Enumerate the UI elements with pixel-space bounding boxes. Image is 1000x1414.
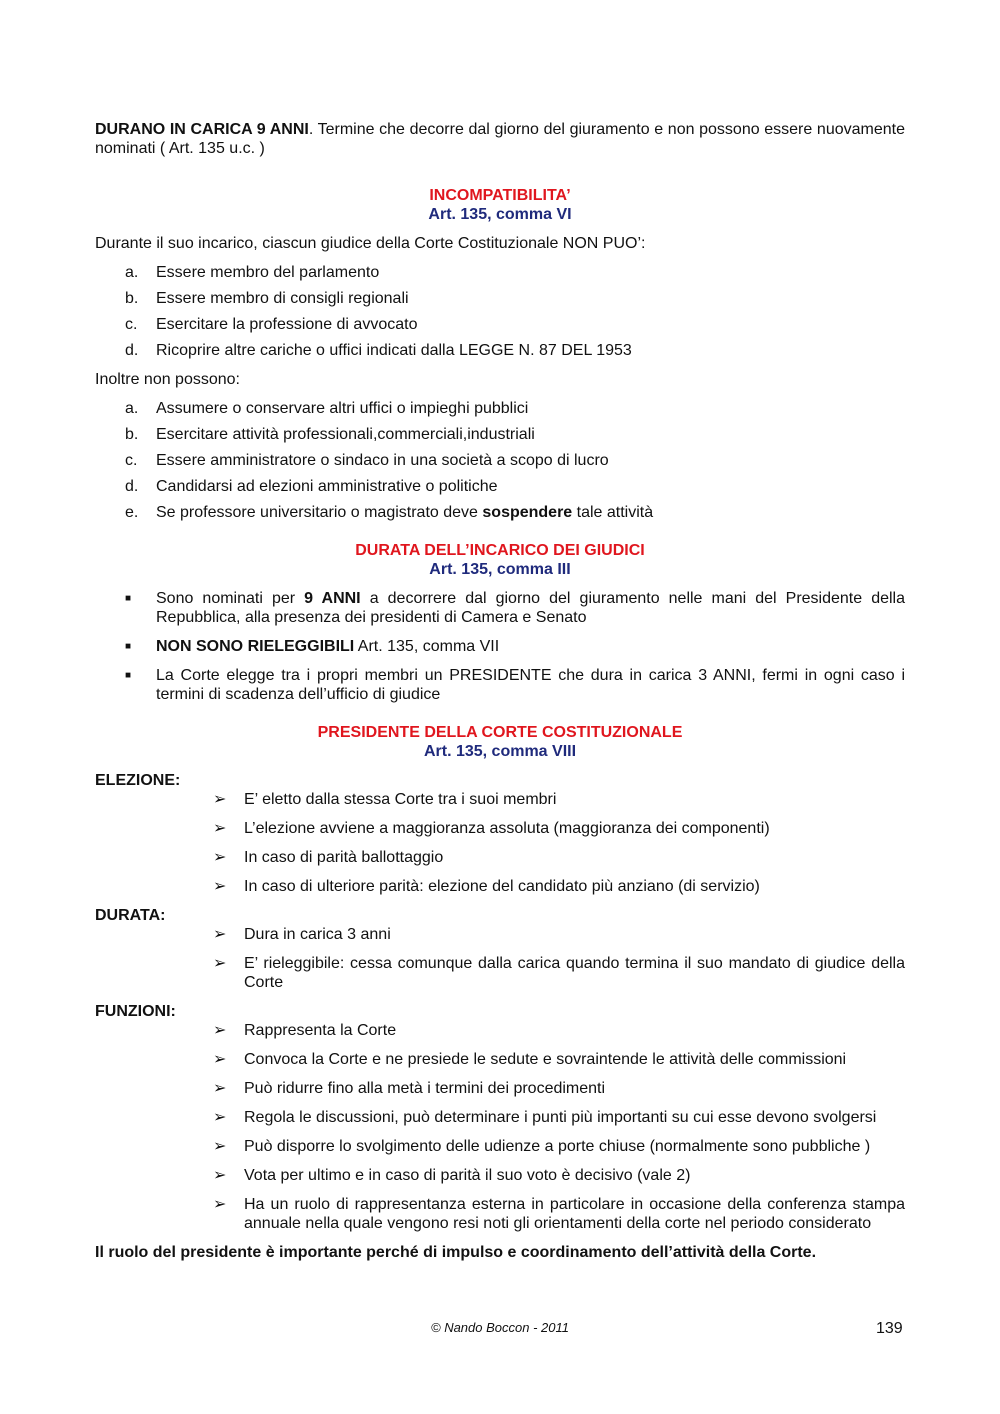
list-item xyxy=(95,1195,905,1233)
item-text: Essere amministratore o sindaco in una società a scopo di lucro xyxy=(156,452,609,469)
list-marker: c. xyxy=(125,452,138,469)
incompat-subtitle: Art. 135, comma VI xyxy=(428,206,572,223)
arrow-icon: ➢ xyxy=(213,1022,227,1039)
presidente-heading xyxy=(95,723,905,761)
arrow-icon: ➢ xyxy=(213,955,227,972)
list-item xyxy=(95,399,905,418)
item-text: Può disporre lo svolgimento delle udienze a porte chiuse (normalmente sono pubbliche ) xyxy=(244,1138,871,1155)
list-item xyxy=(95,819,905,838)
incompat-lead: Durante il suo incarico, ciascun giudice della Corte Costituzionale NON PUO’: xyxy=(95,235,646,252)
item-text: Assumere o conservare altri uffici o impieghi pubblici xyxy=(156,400,529,417)
arrow-icon: ➢ xyxy=(213,1196,227,1213)
item-text: La Corte elegge tra i propri membri un PRESIDENTE che dura in carica 3 ANNI, fermi in ogni caso i termini di scadenza dell’ufficio di giudice xyxy=(156,667,905,703)
item-text: Regola le discussioni, può determinare i punti più importanti su cui esse devono svolgersi xyxy=(244,1109,877,1126)
page-number: 139 xyxy=(876,1320,903,1337)
arrow-icon: ➢ xyxy=(213,1051,227,1068)
intro-paragraph xyxy=(95,120,905,158)
list-marker: a. xyxy=(125,400,139,417)
item-text: In caso di ulteriore parità: elezione del candidato più anziano (di servizio) xyxy=(244,878,760,895)
intro-text: . Termine che decorre dal giorno del giuramento e non possono essere nuovamente nominati ( Art. 135 u.c. ) xyxy=(95,121,905,157)
list-item xyxy=(95,589,905,627)
arrow-icon: ➢ xyxy=(213,1080,227,1097)
list-item xyxy=(95,263,905,282)
item-text: Esercitare attività professionali,commerciali,industriali xyxy=(156,426,535,443)
item-text: L’elezione avviene a maggioranza assoluta (maggioranza dei componenti) xyxy=(244,820,770,837)
list-item xyxy=(95,315,905,334)
item-bold: sospendere xyxy=(482,504,573,521)
item-text: Convoca la Corte e ne presiede le sedute e sovraintende le attività delle commissioni xyxy=(244,1051,847,1068)
item-text: E’ eletto dalla stessa Corte tra i suoi membri xyxy=(244,791,557,808)
list-item xyxy=(95,790,905,809)
list-marker: e. xyxy=(125,504,139,521)
item-bold: NON SONO RIELEGGIBILI xyxy=(156,638,355,655)
arrow-icon: ➢ xyxy=(213,1167,227,1184)
item-text: Essere membro di consigli regionali xyxy=(156,290,409,307)
incompat-list-2-last xyxy=(95,503,905,522)
footer-credit: © Nando Boccon - 2011 xyxy=(431,1320,569,1335)
item-text: Esercitare la professione di avvocato xyxy=(156,316,418,333)
list-item xyxy=(95,503,905,522)
bullet-marker: ■ xyxy=(125,670,132,681)
arrow-icon: ➢ xyxy=(213,1109,227,1126)
list-item xyxy=(95,1021,905,1040)
arrow-icon: ➢ xyxy=(213,878,227,895)
arrow-icon: ➢ xyxy=(213,820,227,837)
document-body xyxy=(95,120,905,1262)
elezione-label: ELEZIONE: xyxy=(95,772,181,789)
list-item xyxy=(95,425,905,444)
durata-pres-list xyxy=(95,925,905,992)
incompat-lead2: Inoltre non possono: xyxy=(95,371,240,388)
item-text: Rappresenta la Corte xyxy=(244,1022,397,1039)
arrow-icon: ➢ xyxy=(213,1138,227,1155)
list-item xyxy=(95,848,905,867)
intro-bold: DURANO IN CARICA 9 ANNI xyxy=(95,121,309,138)
item-text-end: tale attività xyxy=(572,504,654,521)
list-item xyxy=(95,289,905,308)
list-item xyxy=(95,1108,905,1127)
list-item xyxy=(95,451,905,470)
list-marker: a. xyxy=(125,264,139,281)
item-text: Dura in carica 3 anni xyxy=(244,926,391,943)
item-bold: 9 ANNI xyxy=(304,590,361,607)
funzioni-label: FUNZIONI: xyxy=(95,1003,176,1020)
list-item xyxy=(95,1137,905,1156)
arrow-icon: ➢ xyxy=(213,926,227,943)
item-text: Se professore universitario o magistrato deve xyxy=(156,504,483,521)
list-marker: b. xyxy=(125,426,139,443)
durata-title: DURATA DELL’INCARICO DEI GIUDICI xyxy=(355,542,645,559)
incompat-heading xyxy=(95,186,905,224)
item-text: Vota per ultimo e in caso di parità il suo voto è decisivo (vale 2) xyxy=(244,1167,691,1184)
list-item xyxy=(95,341,905,360)
arrow-icon: ➢ xyxy=(213,791,227,808)
item-text: E’ rieleggibile: cessa comunque dalla carica quando termina il suo mandato di giudice della Corte xyxy=(244,955,905,991)
bullet-marker: ■ xyxy=(125,641,132,652)
item-text-end: Art. 135, comma VII xyxy=(354,638,500,655)
list-item xyxy=(95,877,905,896)
list-marker: b. xyxy=(125,290,139,307)
list-item xyxy=(95,477,905,496)
list-item xyxy=(95,925,905,944)
durata-heading xyxy=(95,541,905,579)
durata-list xyxy=(95,589,905,704)
list-item xyxy=(95,954,905,992)
durata-label: DURATA: xyxy=(95,907,166,924)
incompat-list xyxy=(95,263,905,360)
item-text: Candidarsi ad elezioni amministrative o politiche xyxy=(156,478,498,495)
item-text: Essere membro del parlamento xyxy=(156,264,380,281)
list-item xyxy=(95,1166,905,1185)
conclusion: Il ruolo del presidente è importante perché di impulso e coordinamento dell’attività della Corte. xyxy=(95,1244,817,1261)
list-item xyxy=(95,666,905,704)
item-text: Sono nominati per xyxy=(156,590,305,607)
funzioni-list xyxy=(95,1021,905,1233)
arrow-icon: ➢ xyxy=(213,849,227,866)
item-text: Ha un ruolo di rappresentanza esterna in particolare in occasione della conferenza stampa annuale nella quale vengono resi noti gli orientamenti della corte nel periodo considerato xyxy=(244,1196,905,1232)
incompat-list-2 xyxy=(95,399,905,496)
elezione-list xyxy=(95,790,905,896)
item-text: In caso di parità ballottaggio xyxy=(244,849,444,866)
list-marker: c. xyxy=(125,316,138,333)
list-marker: d. xyxy=(125,478,139,495)
list-marker: d. xyxy=(125,342,139,359)
incompat-title: INCOMPATIBILITA’ xyxy=(429,187,571,204)
presidente-subtitle: Art. 135, comma VIII xyxy=(423,743,577,760)
list-item xyxy=(95,637,905,656)
bullet-marker: ■ xyxy=(125,593,132,604)
durata-subtitle: Art. 135, comma III xyxy=(429,561,571,578)
item-text: Ricoprire altre cariche o uffici indicati dalla LEGGE N. 87 DEL 1953 xyxy=(156,342,632,359)
list-item xyxy=(95,1050,905,1069)
item-text: Può ridurre fino alla metà i termini dei procedimenti xyxy=(244,1080,606,1097)
presidente-title: PRESIDENTE DELLA CORTE COSTITUZIONALE xyxy=(317,724,683,741)
item-text-end: a decorrere dal giorno del giuramento nelle mani del Presidente della Repubblica, alla presenza dei presidenti di Camera e Senato xyxy=(156,590,906,626)
list-item xyxy=(95,1079,905,1098)
